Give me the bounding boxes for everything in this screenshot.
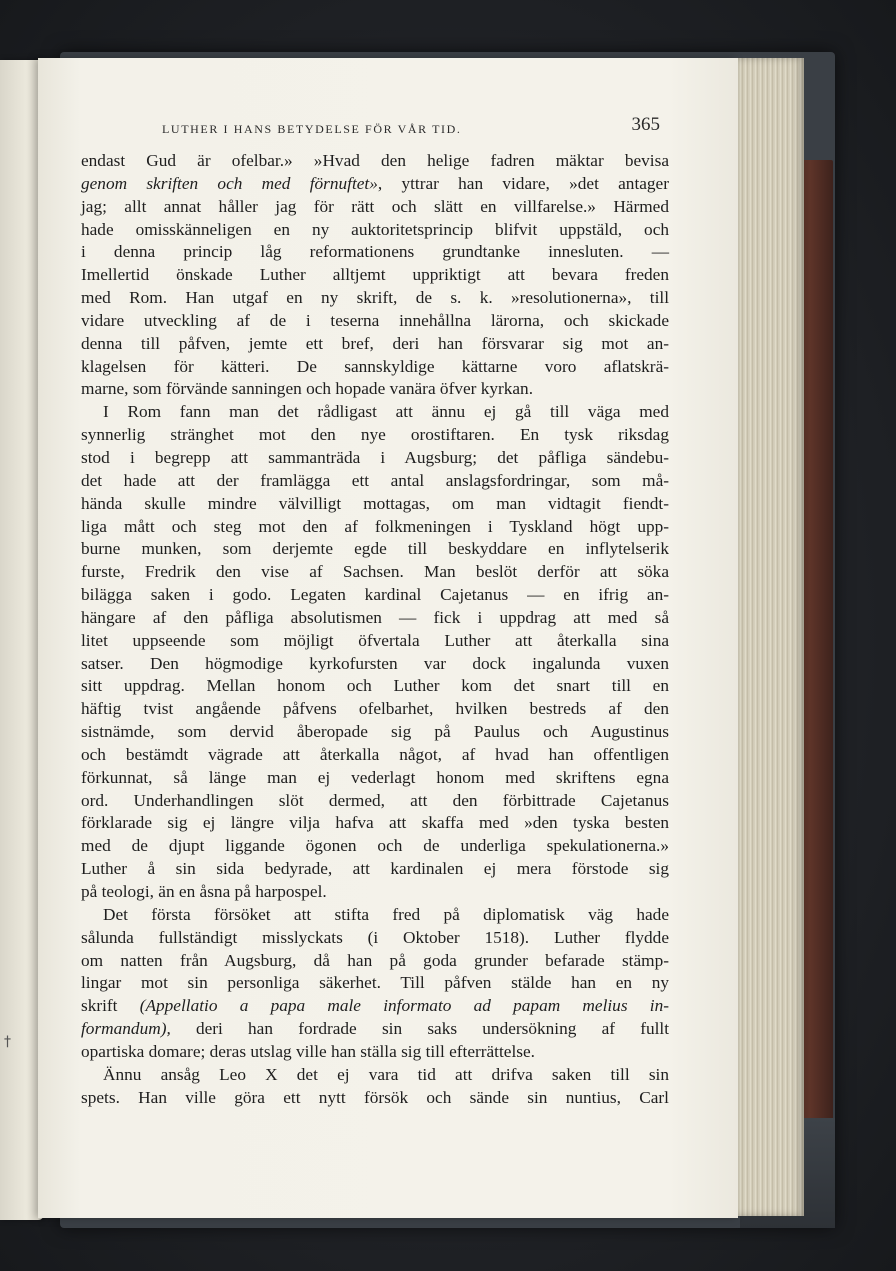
text-segment: med de djupt liggande ögonen och de underliga spekulationerna.» <box>81 836 669 856</box>
text-line <box>81 173 669 196</box>
text-line <box>81 653 669 676</box>
text-segment: och bestämdt vägrade att återkalla något, af hvad han offentligen <box>81 744 669 764</box>
text-segment: hade omisskänneligen en ny auktoritetsprincip blifvit uppstäld, och <box>81 219 669 239</box>
text-line <box>81 1087 669 1110</box>
text-line <box>81 995 669 1018</box>
text-line <box>81 150 669 173</box>
text-segment: med Rom. Han utgaf en ny skrift, de s. k. »resolutionerna», till <box>81 288 669 308</box>
book-page <box>38 58 738 1218</box>
page-number: 365 <box>631 114 660 135</box>
text-line <box>81 950 669 973</box>
text-line <box>81 470 669 493</box>
text-line <box>81 424 669 447</box>
text-line <box>81 767 669 790</box>
text-line <box>81 675 669 698</box>
text-line <box>81 630 669 653</box>
text-line <box>81 1041 669 1064</box>
page-stack-edge <box>733 58 804 1216</box>
text-line <box>81 698 669 721</box>
text-line <box>81 812 669 835</box>
text-line <box>81 287 669 310</box>
text-line <box>81 904 669 927</box>
text-segment: på teologi, än en åsna på harpospel. <box>81 882 327 901</box>
text-line <box>81 401 669 424</box>
text-segment: marne, som förvände sanningen och hopade vanära öfver kyrkan. <box>81 379 534 399</box>
text-line <box>81 493 669 516</box>
text-segment: sistnämde, som dervid åberopade sig på Paulus och Augustinus <box>81 722 669 742</box>
body-text <box>81 150 669 1109</box>
text-segment: liga mått och steg mot den af folkmeningen i Tyskland högt upp- <box>81 516 669 536</box>
text-segment: Luther å sin sida bedyrade, att kardinalen ej mera förstode sig <box>81 859 669 879</box>
text-segment: förklarade sig ej längre vilja hafva att skaffa med »den tyska besten <box>81 813 669 833</box>
text-segment: litet uppseende som möjligt öfvertala Luther att återkalla sina <box>81 630 669 650</box>
running-head <box>80 114 688 140</box>
text-line <box>81 721 669 744</box>
text-segment: häftig tvist angående påfvens ofelbarhet, hvilken bestreds af den <box>81 699 669 719</box>
text-segment: endast Gud är ofelbar.» »Hvad den helige fadren mäktar bevisa <box>81 151 669 170</box>
text-line <box>81 196 669 219</box>
text-segment: burne munken, som derjemte egde till beskyddare en inflytelserik <box>81 539 669 559</box>
text-segment: opartiska domare; deras utslag ville han ställa sig till efterrättelse. <box>81 1041 535 1061</box>
text-segment: vidare utveckling af de i teserna innehållna lärorna, och skickade <box>81 310 669 330</box>
text-segment: jag; allt annat håller jag för rätt och slätt en villfarelse.» Härmed <box>81 196 669 216</box>
text-line <box>81 219 669 242</box>
text-segment: sitt uppdrag. Mellan honom och Luther kom det snart till en <box>81 676 669 696</box>
text-line <box>81 310 669 333</box>
text-segment: Det första försöket att stifta fred på diplomatisk väg hade <box>103 904 669 924</box>
text-segment: lingar mot sin personliga säkerhet. Till påfven stälde han en ny <box>81 973 669 993</box>
italic-text: formandum), <box>81 1019 171 1039</box>
text-line <box>81 584 669 607</box>
text-segment: synnerlig stränghet mot den nye orostiftaren. En tysk riksdag <box>81 425 669 445</box>
text-line <box>81 858 669 881</box>
text-segment: Imellertid önskade Luther alltjemt uppriktigt att bevara freden <box>81 265 669 285</box>
text-line <box>81 881 669 904</box>
text-line <box>81 516 669 539</box>
text-segment: Ännu ansåg Leo X det ej vara tid att drifva saken till sin <box>103 1064 669 1084</box>
text-segment: deri han fordrade sin saks undersökning af fullt <box>170 1019 669 1039</box>
text-line <box>81 607 669 630</box>
text-line <box>81 790 669 813</box>
text-line <box>81 241 669 264</box>
text-line <box>81 1064 669 1087</box>
text-line <box>81 561 669 584</box>
text-line <box>81 835 669 858</box>
text-line <box>81 927 669 950</box>
text-line <box>81 333 669 356</box>
text-line <box>81 447 669 470</box>
text-line <box>81 744 669 767</box>
text-segment: sålunda fullständigt misslyckats (i Oktober 1518). Luther flydde <box>81 927 669 947</box>
text-segment: förkunnat, så länge man ej vederlagt honom med skriftens egna <box>81 767 669 787</box>
text-segment: spets. Han ville göra ett nytt försök och sände sin nuntius, Carl <box>81 1087 669 1107</box>
text-line <box>81 378 669 401</box>
italic-text: genom skriften och med förnuftet» <box>81 173 378 193</box>
text-segment: klagelsen för kätteri. De sannskyldige kättarne voro aflatskrä- <box>81 356 669 376</box>
text-line <box>81 1018 669 1041</box>
text-segment: det hade att der framlägga ett antal anslagsfordringar, som må- <box>81 470 669 490</box>
text-segment: skrift <box>81 996 140 1016</box>
text-line <box>81 538 669 561</box>
text-segment: i denna princip låg reformationens grundtanke innesluten. — <box>81 242 669 262</box>
text-line <box>81 264 669 287</box>
text-segment: stod i begrepp att sammanträda i Augsburg; det påfliga sändebu- <box>81 447 669 467</box>
text-line <box>81 356 669 379</box>
text-line <box>81 972 669 995</box>
text-segment: hängare af den påfliga absolutismen — fick i uppdrag att med så <box>81 607 669 627</box>
text-segment: denna till påfven, jemte ett bref, deri han försvarar sig mot an- <box>81 333 669 353</box>
running-head-title: LUTHER I HANS BETYDELSE FÖR VÅR TID. <box>162 122 462 136</box>
italic-text: (Appellatio a papa male informato ad papam melius in- <box>139 996 669 1016</box>
margin-mark: † <box>4 1034 11 1050</box>
text-segment: om natten från Augsburg, då han på goda grunder befarade stämp- <box>81 950 669 970</box>
text-segment: ord. Underhandlingen slöt dermed, att den förbittrade Cajetanus <box>81 790 669 810</box>
text-segment: furste, Fredrik den vise af Sachsen. Man beslöt derför att söka <box>81 562 669 582</box>
text-segment: I Rom fann man det rådligast att ännu ej gå till väga med <box>103 402 669 422</box>
text-segment: satser. Den högmodige kyrkofursten var dock ingalunda vuxen <box>81 653 669 673</box>
text-segment: bilägga saken i godo. Legaten kardinal Cajetanus — en ifrig an- <box>81 585 669 605</box>
text-segment: hända skulle mindre välvilligt mottagas, om man vidtagit fiendt- <box>81 493 669 513</box>
text-segment: , yttrar han vidare, »det antager <box>377 173 669 193</box>
